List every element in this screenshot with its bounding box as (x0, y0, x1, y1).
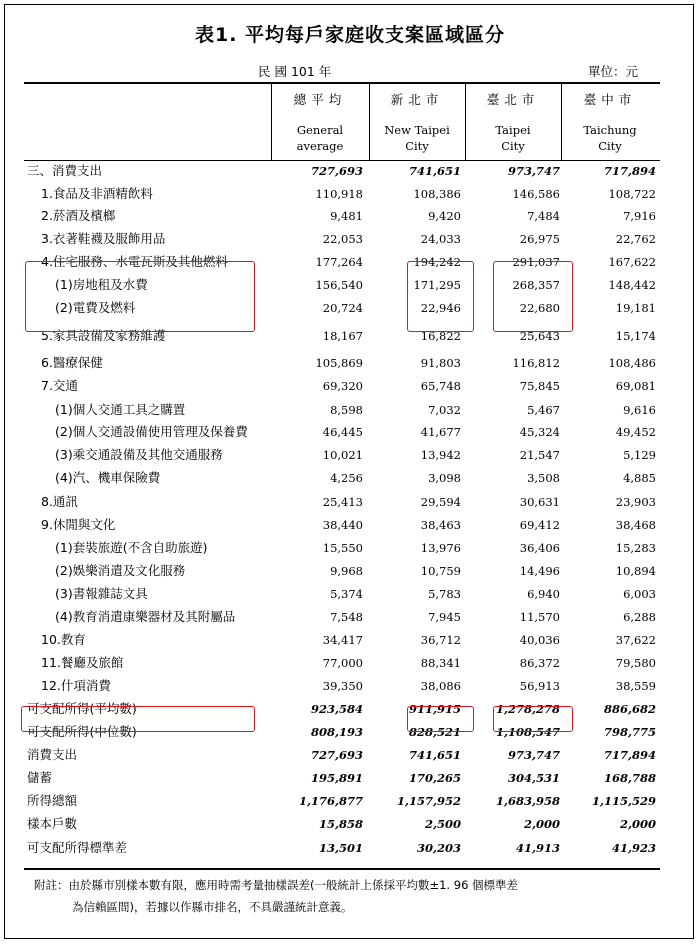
cell-value: 10,894 (615, 564, 656, 578)
cell-value: 194,242 (413, 255, 461, 269)
row-label: (4)教育消遣康樂器材及其附屬品 (55, 609, 236, 624)
column-header-en-line1: New Taipei (384, 123, 450, 137)
cell-value: 717,894 (603, 748, 656, 762)
highlight-box-income-label (21, 706, 255, 732)
column-header (369, 88, 465, 154)
table-row (0, 791, 700, 811)
row-label: 2.菸酒及檳榔 (41, 208, 116, 223)
cell-value: 116,812 (512, 356, 560, 370)
cell-value: 11,570 (519, 610, 560, 624)
table-row (0, 353, 700, 373)
cell-value: 8,598 (330, 403, 363, 417)
cell-value: 38,559 (615, 679, 656, 693)
row-label: 3.衣著鞋襪及服飾用品 (41, 231, 166, 246)
column-header-en (369, 122, 465, 154)
cell-value: 4,256 (330, 471, 363, 485)
row-label: (1)套裝旅遊(不含自助旅遊) (55, 540, 208, 555)
table-row (0, 814, 700, 834)
cell-value: 5,783 (428, 587, 461, 601)
column-header (562, 88, 658, 154)
cell-value: 727,693 (310, 748, 363, 762)
cell-value: 7,945 (428, 610, 461, 624)
cell-value: 717,894 (603, 164, 656, 178)
cell-value: 2,000 (523, 817, 560, 831)
cell-value: 65,748 (420, 379, 461, 393)
row-label: (1)房地租及水費 (55, 277, 148, 292)
row-label: 可支配所得標準差 (27, 840, 128, 855)
cell-value: 7,484 (527, 209, 560, 223)
cell-value: 7,916 (623, 209, 656, 223)
column-header (272, 88, 368, 154)
cell-value: 4,885 (623, 471, 656, 485)
table-row (0, 630, 700, 650)
cell-value: 6,003 (623, 587, 656, 601)
cell-value: 41,677 (420, 425, 461, 439)
cell-value: 108,722 (608, 187, 656, 201)
cell-value: 5,467 (527, 403, 560, 417)
row-label: 10.教育 (41, 632, 86, 647)
row-label: 所得總額 (27, 793, 78, 808)
cell-value: 177,264 (315, 255, 363, 269)
highlight-box-income-newtaipei (407, 706, 474, 732)
row-label: 4.住宅服務、水電瓦斯及其他燃料 (41, 254, 228, 269)
table-row (0, 376, 700, 396)
cell-value: 170,265 (408, 771, 461, 785)
table-row (0, 206, 700, 226)
table-row (0, 422, 700, 442)
row-label: 樣本戶數 (27, 816, 78, 831)
cell-value: 1,278,278 (495, 702, 560, 716)
row-label: (3)乘交通設備及其他交通服務 (55, 447, 223, 462)
cell-value: 22,946 (420, 301, 461, 315)
table-title: 表1. 平均每戶家庭收支案區域區分 (194, 24, 506, 46)
cell-value: 105,869 (315, 356, 363, 370)
row-label: 8.通訊 (41, 494, 78, 509)
cell-value: 69,320 (322, 379, 363, 393)
cell-value: 38,468 (615, 518, 656, 532)
column-header-en-line2: City (501, 139, 525, 153)
column-header-en-line1: Taichung (583, 123, 637, 137)
cell-value: 1,115,529 (591, 794, 656, 808)
header-top-rule (24, 82, 660, 84)
cell-value: 49,452 (615, 425, 656, 439)
table-row (0, 400, 700, 420)
cell-value: 3,098 (428, 471, 461, 485)
cell-value: 828,521 (408, 725, 461, 739)
column-header (465, 88, 561, 154)
cell-value: 10,759 (420, 564, 461, 578)
cell-value: 69,412 (519, 518, 560, 532)
table-row (0, 515, 700, 535)
cell-value: 86,372 (519, 656, 560, 670)
cell-value: 304,531 (507, 771, 560, 785)
cell-value: 156,540 (315, 278, 363, 292)
cell-value: 40,036 (519, 633, 560, 647)
cell-value: 20,724 (322, 301, 363, 315)
cell-value: 2,500 (424, 817, 461, 831)
column-header-en (465, 122, 561, 154)
column-header-zh: 臺中市 (583, 92, 637, 107)
cell-value: 75,845 (519, 379, 560, 393)
cell-value: 88,341 (420, 656, 461, 670)
cell-value: 808,193 (310, 725, 363, 739)
row-label: 三、消費支出 (27, 163, 103, 178)
cell-value: 25,413 (322, 495, 363, 509)
cell-value: 5,129 (623, 448, 656, 462)
cell-value: 9,420 (428, 209, 461, 223)
cell-value: 268,357 (512, 278, 560, 292)
cell-value: 19,181 (615, 301, 656, 315)
cell-value: 13,501 (318, 841, 363, 855)
column-header-en-line2: City (405, 139, 429, 153)
footnote-line-1: 附註：由於縣市別樣本數有限，應用時需考量抽樣誤差(一般統計上係採平均數±1. 96 個標準差 (34, 878, 519, 892)
cell-value: 22,762 (615, 232, 656, 246)
cell-value: 13,942 (420, 448, 461, 462)
table-row (0, 229, 700, 249)
row-label: 消費支出 (27, 747, 78, 762)
cell-value: 38,086 (420, 679, 461, 693)
row-label: (2)個人交通設備使用管理及保養費 (55, 424, 248, 439)
highlight-box-housing-label (25, 261, 255, 332)
cell-value: 36,406 (519, 541, 560, 555)
cell-value: 30,203 (416, 841, 461, 855)
cell-value: 21,547 (519, 448, 560, 462)
row-label: 1.食品及非酒精飲料 (41, 186, 153, 201)
row-label: 儲蓄 (27, 770, 53, 785)
table-row (0, 561, 700, 581)
table-bottom-rule (24, 868, 660, 870)
cell-value: 1,683,958 (495, 794, 560, 808)
table-row (0, 492, 700, 512)
cell-value: 7,548 (330, 610, 363, 624)
cell-value: 77,000 (322, 656, 363, 670)
table-row (0, 538, 700, 558)
unit-label: 單位：元 (587, 64, 638, 79)
cell-value: 25,643 (519, 329, 560, 343)
cell-value: 15,283 (615, 541, 656, 555)
table-row (0, 161, 700, 181)
column-header-zh: 總平均 (293, 92, 347, 107)
cell-value: 973,747 (507, 748, 560, 762)
cell-value: 56,913 (519, 679, 560, 693)
cell-value: 727,693 (310, 164, 363, 178)
cell-value: 13,976 (420, 541, 461, 555)
cell-value: 6,288 (623, 610, 656, 624)
cell-value: 36,712 (420, 633, 461, 647)
row-label: 5.家具設備及家務維護 (41, 328, 166, 343)
cell-value: 45,324 (519, 425, 560, 439)
table-row (0, 838, 700, 858)
cell-value: 41,913 (515, 841, 560, 855)
cell-value: 6,940 (527, 587, 560, 601)
cell-value: 9,481 (330, 209, 363, 223)
cell-value: 5,374 (330, 587, 363, 601)
table-row (0, 653, 700, 673)
cell-value: 1,157,952 (396, 794, 461, 808)
footnote-line-2: 為信賴區間)，若據以作縣市排名，不具嚴謹統計意義。 (72, 900, 353, 914)
cell-value: 79,580 (615, 656, 656, 670)
cell-value: 146,586 (512, 187, 560, 201)
cell-value: 30,631 (519, 495, 560, 509)
cell-value: 14,496 (519, 564, 560, 578)
cell-value: 195,891 (310, 771, 363, 785)
row-label: 9.休閒與文化 (41, 517, 116, 532)
cell-value: 37,622 (615, 633, 656, 647)
row-label: (2)電費及燃料 (55, 300, 136, 315)
column-header-en-line2: average (296, 139, 344, 153)
cell-value: 171,295 (413, 278, 461, 292)
cell-value: 24,033 (420, 232, 461, 246)
cell-value: 7,032 (428, 403, 461, 417)
cell-value: 923,584 (310, 702, 363, 716)
table-row (0, 768, 700, 788)
cell-value: 108,486 (608, 356, 656, 370)
cell-value: 34,417 (322, 633, 363, 647)
cell-value: 15,858 (318, 817, 363, 831)
cell-value: 18,167 (322, 329, 363, 343)
table-row (0, 676, 700, 696)
cell-value: 1,176,877 (298, 794, 363, 808)
cell-value: 15,174 (615, 329, 656, 343)
cell-value: 41,923 (611, 841, 656, 855)
cell-value: 110,918 (315, 187, 363, 201)
column-header-zh: 新北市 (390, 92, 444, 107)
cell-value: 46,445 (322, 425, 363, 439)
row-label: (1)個人交通工具之購置 (55, 402, 186, 417)
cell-value: 741,651 (408, 164, 461, 178)
cell-value: 39,350 (322, 679, 363, 693)
cell-value: 38,463 (420, 518, 461, 532)
cell-value: 168,788 (603, 771, 656, 785)
cell-value: 16,822 (420, 329, 461, 343)
row-label: 6.醫療保健 (41, 355, 103, 370)
row-label: 11.餐廳及旅館 (41, 655, 124, 670)
cell-value: 9,968 (330, 564, 363, 578)
highlight-box-housing-newtaipei (407, 261, 474, 332)
column-header-en-line2: City (598, 139, 622, 153)
cell-value: 22,053 (322, 232, 363, 246)
cell-value: 23,903 (615, 495, 656, 509)
year-label: 民 國 101 年 (258, 64, 332, 79)
cell-value: 3,508 (527, 471, 560, 485)
row-label: (2)娛樂消遣及文化服務 (55, 563, 186, 578)
row-label: (4)汽、機車保險費 (55, 470, 161, 485)
row-label: 可支配所得(中位數) (27, 724, 137, 739)
cell-value: 15,550 (322, 541, 363, 555)
cell-value: 148,442 (608, 278, 656, 292)
cell-value: 29,594 (420, 495, 461, 509)
table-row (0, 468, 700, 488)
column-header-zh: 臺北市 (486, 92, 540, 107)
cell-value: 108,386 (413, 187, 461, 201)
column-header-en-line1: General (296, 123, 344, 137)
cell-value: 741,651 (408, 748, 461, 762)
cell-value: 886,682 (603, 702, 656, 716)
cell-value: 9,616 (623, 403, 656, 417)
cell-value: 798,775 (603, 725, 656, 739)
table-row (0, 184, 700, 204)
cell-value: 91,803 (420, 356, 461, 370)
cell-value: 38,440 (322, 518, 363, 532)
column-header-en (562, 122, 658, 154)
cell-value: 22,680 (519, 301, 560, 315)
column-header-en-line1: Taipei (495, 123, 531, 137)
cell-value: 10,021 (322, 448, 363, 462)
table-row (0, 445, 700, 465)
table-row (0, 745, 700, 765)
cell-value: 2,000 (619, 817, 656, 831)
highlight-box-income-taipei (493, 706, 573, 732)
highlight-box-housing-taipei (493, 261, 573, 332)
row-label: (3)書報雜誌文具 (55, 586, 148, 601)
table-row (0, 584, 700, 604)
cell-value: 973,747 (507, 164, 560, 178)
table-row (0, 607, 700, 627)
cell-value: 69,081 (615, 379, 656, 393)
cell-value: 26,975 (519, 232, 560, 246)
row-label: 可支配所得(平均數) (27, 701, 137, 716)
cell-value: 291,037 (512, 255, 560, 269)
cell-value: 911,915 (408, 702, 461, 716)
column-header-en (272, 122, 368, 154)
row-label: 12.什項消費 (41, 678, 111, 693)
cell-value: 1,108,547 (495, 725, 560, 739)
row-label: 7.交通 (41, 378, 78, 393)
cell-value: 167,622 (608, 255, 656, 269)
